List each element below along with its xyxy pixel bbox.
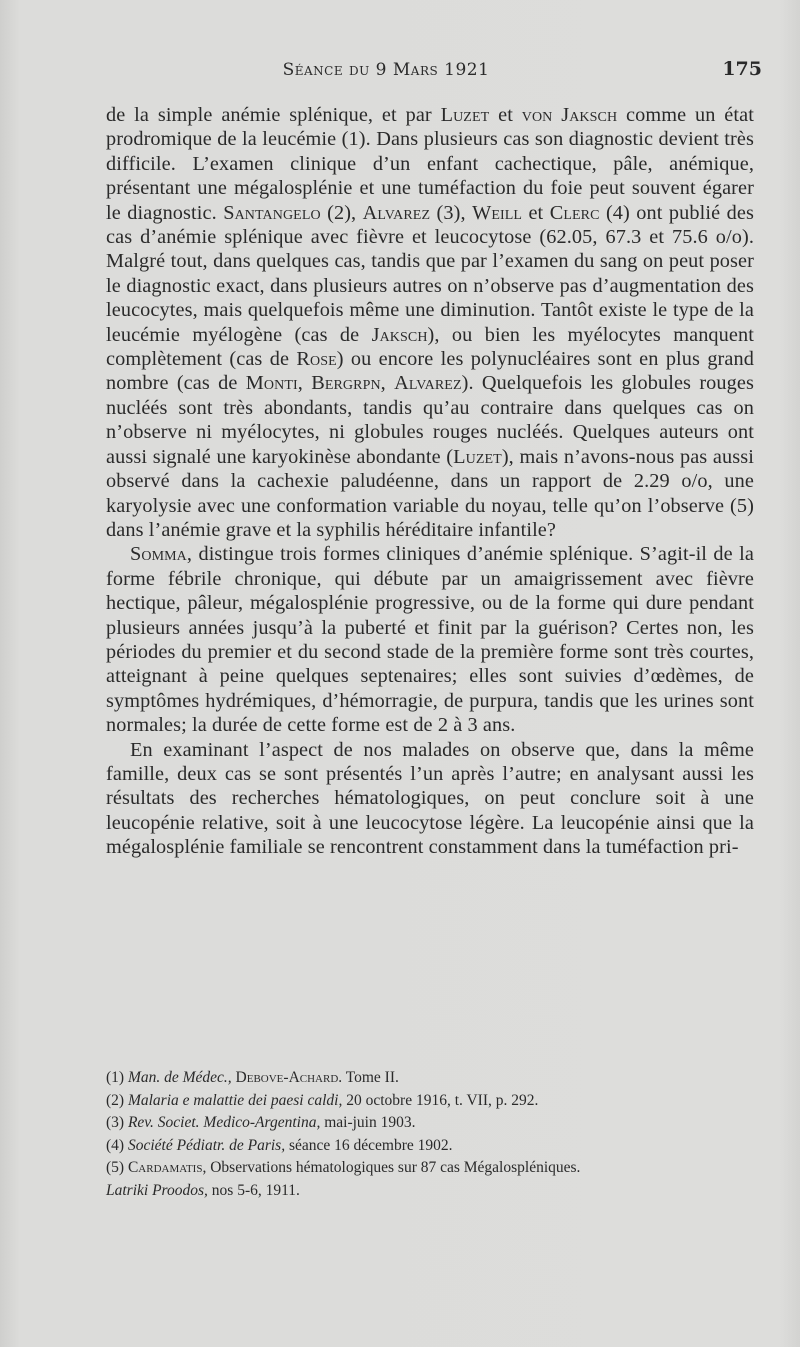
footnote-4 — [106, 1135, 766, 1158]
author-name: Alvarez — [362, 201, 431, 224]
text-run: et — [489, 104, 522, 126]
author-name: Rose — [296, 348, 337, 371]
text-run: En examinant l’aspect de nos malades on observe que, dans la même famille, deux cas se sont présentés l’un après l’autre; en analysant aussi les résultats des recherches hématologiques, on peut conclure soit à une leucopénie relative, soit à une leucocytose légère. La leucopénie ainsi que la mégalosplénie familiale se rencontrent constamment dans la tuméfaction pri- — [106, 738, 754, 859]
footnotes — [106, 1067, 766, 1202]
text-run: . Tome II. — [338, 1069, 399, 1086]
text-run: (4) — [106, 1136, 128, 1154]
running-title-day: 9 — [375, 60, 387, 80]
author-name: Bergrpn — [311, 372, 381, 395]
running-title-month: Mars — [386, 60, 445, 80]
running-title-prefix: Séance du — [282, 60, 376, 80]
text-run: de la simple anémie splénique, et par — [106, 104, 441, 126]
author-name: Jaksch — [371, 323, 428, 346]
author-name: Luzet — [453, 445, 502, 468]
running-title-year: 1921 — [444, 60, 490, 80]
author-name: von Jaksch — [521, 104, 618, 126]
text-run: 20 octobre 1916, t. VII, p. 292. — [342, 1091, 539, 1109]
footnote-1 — [106, 1067, 766, 1090]
footnote-3 — [106, 1112, 766, 1135]
text-run: , — [380, 372, 395, 395]
paragraph-2 — [106, 542, 754, 737]
text-run: (5) — [106, 1159, 128, 1176]
author-name: Luzet — [440, 104, 490, 126]
citation-title: Latriki Proodos, — [106, 1181, 208, 1199]
author-name: Santangelo — [223, 201, 321, 224]
text-run: (3) — [106, 1114, 128, 1131]
text-run: ), ou bien les myélocytes manquent complètement (cas de — [106, 323, 754, 371]
running-title — [106, 60, 666, 80]
text-run: mai-juin 1903. — [320, 1114, 416, 1131]
text-run: nos 5-6, 1911. — [207, 1181, 300, 1199]
author-name: Debove-Achard — [235, 1069, 339, 1086]
text-run: , Observations hématologiques sur 87 cas Mégalospléniques. — [202, 1159, 581, 1176]
text-run: , — [297, 372, 312, 395]
text-run: (4) ont publié des cas d’anémie splénique avec fièvre et leucocytose (62.05, 67.3 et 75.6 o/o). Malgré tout, dans quelques cas, tandis que par l’examen du sang on peut poser le diagnostic exact, dans plusieurs autres on n’observe pas d’augmentation des leucocytes, mais quelquefois même une diminution. Tantôt existe le type de la leucémie myélogène (cas de — [106, 201, 754, 346]
text-run: séance 16 décembre 1902. — [285, 1136, 453, 1154]
text-run: (2) — [106, 1091, 128, 1109]
citation-title: Rev. Societ. Medico-Argentina, — [127, 1114, 321, 1131]
author-name: Monti — [245, 372, 298, 395]
text-run: (1) — [106, 1069, 128, 1086]
footnote-5 — [106, 1157, 766, 1202]
paragraph-3 — [106, 738, 754, 860]
text-run: , distingue trois formes cliniques d’anémie splénique. S’agit-il de la forme fébrile chronique, qui débute par un amaigrissement avec fièvre hectique, pâleur, mégalosplénie progressive, ou de la forme qui dure pendant plusieurs années jusqu’à la puberté et finit par la guérison? Certes non, les périodes du premier et du second stade de la première forme sont très courtes, atteignant à peine quelques septenaires; elles sont suivies d’œdèmes, de symptômes hydrémiques, d’hémorragie, de purpura, tandis que les urines sont normales; la durée de cette forme est de 2 à 3 ans. — [106, 543, 754, 737]
text-run: (3), — [430, 201, 473, 224]
citation-title: Malaria e malattie dei paesi caldi, — [127, 1091, 343, 1109]
author-name: Weill — [472, 201, 523, 224]
text-run: (2), — [320, 201, 363, 224]
citation-title: Société Pédiatr. de Paris, — [127, 1136, 286, 1154]
page-number: 175 — [722, 58, 762, 80]
author-name: Alvarez — [394, 372, 462, 395]
text-run: et — [522, 201, 550, 224]
body-text — [106, 103, 754, 860]
author-name: Clerc — [549, 201, 600, 224]
text-run: ). Quelquefois les globules rouges nucléés sont très abondants, tandis qu’au contraire dans quelques cas on n’observe ni myélocytes, ni globules rouges nucléés. Quelques auteurs ont aussi signalé une karyokinèse abondante ( — [106, 372, 754, 468]
paragraph-1 — [106, 103, 754, 542]
text-run: ), mais n’avons-nous pas aussi observé dans la cachexie paludéenne, dans un rapport de 2.29 o/o, une karyolysie avec une conformation variable du noyau, telle qu’on l’observe (5) dans l’anémie grave et la syphilis héréditaire infantile? — [106, 445, 754, 541]
text-run: comme un état prodromique de la leucémie (1). Dans plusieurs cas son diagnostic devient très difficile. L’examen clinique d’un enfant cachectique, pâle, anémique, présentant une mégalosplénie et une tuméfaction du foie peut souvent égarer le diagnostic. — [106, 104, 754, 224]
author-name: Somma — [130, 543, 187, 566]
author-name: Cardamatis — [127, 1159, 203, 1176]
text-run: ) ou encore les polynucléaires sont en plus grand nombre (cas de — [106, 348, 754, 395]
citation-title: Man. de Médec., — [127, 1069, 232, 1086]
running-head — [106, 58, 762, 86]
footnote-2 — [106, 1090, 766, 1113]
